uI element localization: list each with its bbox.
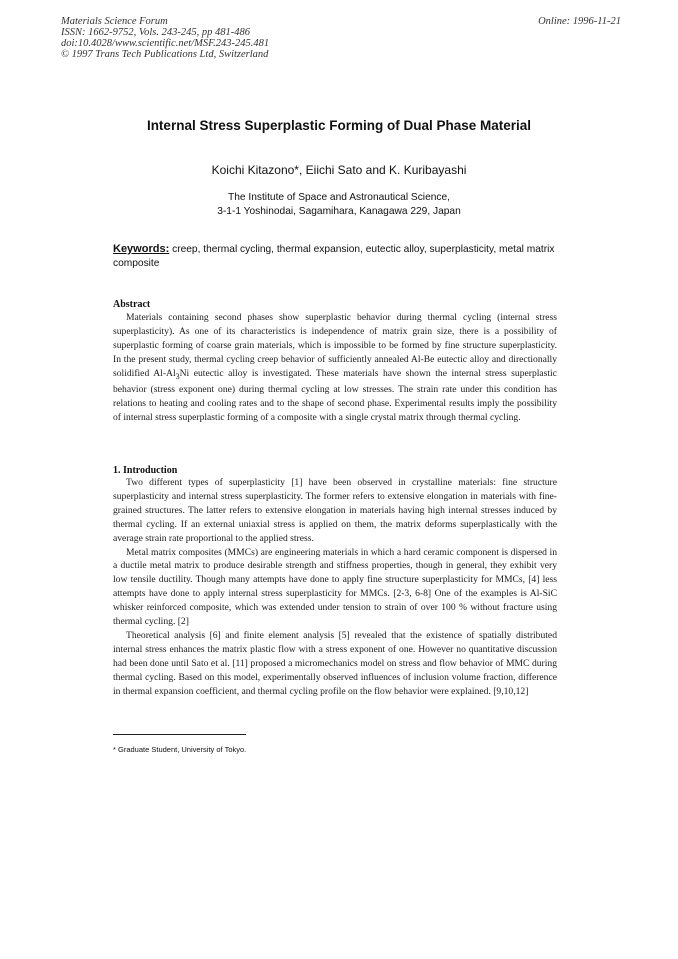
paper-authors: Koichi Kitazono*, Eiichi Sato and K. Kuribayashi xyxy=(211,163,467,177)
paper-title: Internal Stress Superplastic Forming of Dual Phase Material xyxy=(146,118,532,133)
introduction-paragraph-2: Metal matrix composites (MMCs) are engineering materials in which a hard ceramic component is dispersed in a ductile metal matrix to produce desirable strength and stiffness properties, though in general, they exhibit very low tensile ductility. Though many attempts have done to apply fine structure superplasticity for MMCs, [4] less attempts have done to apply internal stress superplasticity for MMCs. [2-3, 6-8] One of the examples is Al-SiC whisker reinforced composite, which was extended under tension to strain of over 100 % without fracture using thermal cycling. [2] xyxy=(113,546,557,628)
introduction-paragraph-1: Two different types of superplasticity [1] have been observed in crystalline materials: fine structure superplasticity and internal stress superplasticity. The former refers to extensive elongation in materials with fine-grained structures. The latter refers to extensive elongation in materials having high internal stresses induced by thermal cycling. If an external uniaxial stress is applied on them, the matrix deforms superplastically with the average strain rate proportional to the applied stress. xyxy=(113,477,557,544)
affiliation-line-2: 3-1-1 Yoshinodai, Sagamihara, Kanagawa 229, Japan xyxy=(217,206,461,217)
abstract-text-part-1: Materials containing second phases show superplastic behavior during thermal cycling (internal stress superplasticity). As one of its characteristics is independence of matrix grain size, there is a possibility of superplastic forming of coarse grain materials, which is impossible to be formed by fine structure superplasticity. In the present study, thermal cycling creep behavior of sufficiently annealed Al-Be eutectic alloy and directionally solidified Al-Al xyxy=(113,312,557,379)
doi-line: doi:10.4028/www.scientific.net/MSF.243-245.481 xyxy=(61,38,270,49)
affiliation-line-1: The Institute of Space and Astronautical Science, xyxy=(228,192,450,203)
keywords-label: Keywords: xyxy=(113,243,170,255)
introduction-paragraph-3: Theoretical analysis [6] and finite element analysis [5] revealed that the existence of spatially distributed internal stress enhances the matrix plastic flow with a stress exponent of one. However no quantitative discussion had been done until Sato et al. [11] proposed a micromechanics model on stress and flow behavior of MMC during thermal cycling. Based on this model, experimentally observed influences of inclusion volume fraction, difference in thermal expansion coefficient, and thermal cycling profile on the flow behavior were explained. [9,10,12] xyxy=(113,629,557,697)
footnote-divider xyxy=(113,734,246,735)
citation-header xyxy=(61,16,269,60)
affiliation xyxy=(0,191,678,219)
keywords-list: creep, thermal cycling, thermal expansion, eutectic alloy, superplasticity, metal matrix composite xyxy=(113,244,555,269)
online-date: Online: 1996-11-21 xyxy=(538,16,621,27)
issn-line: ISSN: 1662-9752, Vols. 243-245, pp 481-486 xyxy=(61,27,250,38)
abstract-text-part-2: Ni eutectic alloy is investigated. These materials have shown the internal stress superplastic behavior (stress exponent one) during thermal cycling at low stresses. The strain rate under this condition has relations to heating and cooling rates and to the shape of second phase. Experimental results imply the possibility of internal stress superplastic forming of a composite with a single crystal matrix through thermal cycling. xyxy=(113,367,557,424)
introduction-heading: 1. Introduction xyxy=(113,465,178,476)
subscript-three: 3 xyxy=(175,371,180,381)
abstract-text xyxy=(113,311,557,425)
copyright-line: © 1997 Trans Tech Publications Ltd, Switzerland xyxy=(61,49,269,60)
footnote: * Graduate Student, University of Tokyo. xyxy=(113,745,247,754)
journal-name: Materials Science Forum xyxy=(61,16,168,27)
abstract-heading: Abstract xyxy=(113,299,151,310)
introduction-text xyxy=(113,476,557,699)
keywords-block xyxy=(113,242,558,271)
